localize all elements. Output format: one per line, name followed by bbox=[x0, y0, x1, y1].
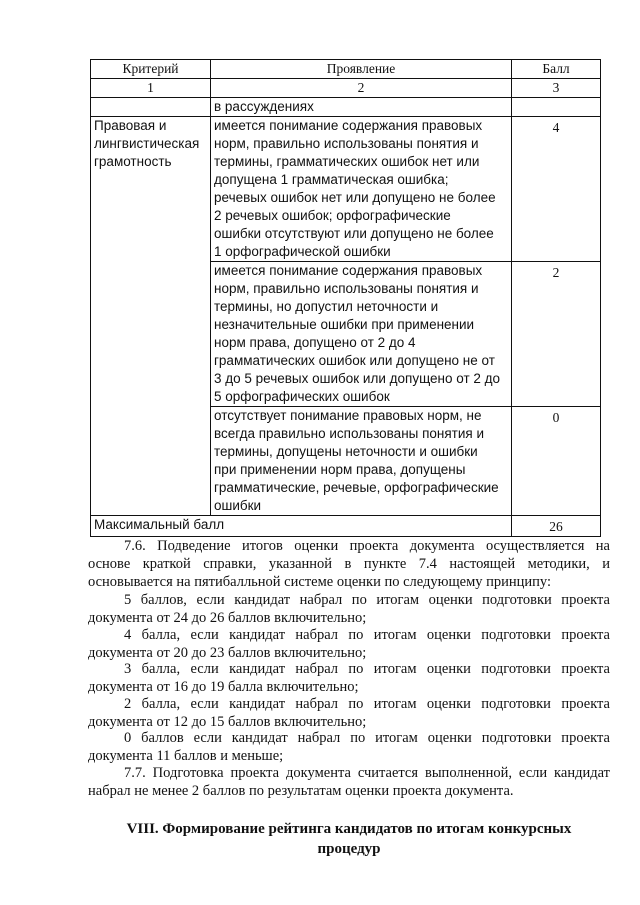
manifestation-line: 3 до 5 речевых ошибок или допущено от 2 до bbox=[214, 371, 501, 386]
text-line: 4 балла, если кандидат набрал по итогам оценки подготовки проекта bbox=[124, 627, 610, 643]
max-score-label: Максимальный балл bbox=[91, 516, 512, 537]
column-number-2: 2 bbox=[211, 79, 512, 98]
score-cell: 4 bbox=[512, 117, 601, 262]
text-line: документа от 12 до 15 баллов включительно; bbox=[88, 714, 367, 730]
header-manifestation: Проявление bbox=[211, 60, 512, 79]
paragraph-2-points bbox=[88, 695, 610, 731]
table-row-total bbox=[91, 516, 601, 537]
score-cell: 0 bbox=[512, 407, 601, 516]
manifestation-line: всегда правильно использованы понятия и bbox=[214, 426, 485, 441]
manifestation-line: норм, правильно использованы понятия и bbox=[214, 136, 479, 151]
text-line: набрал не менее 2 баллов по результатам оценки проекта документа. bbox=[88, 783, 514, 799]
manifestation-line: норм права, допущено от 2 до 4 bbox=[214, 335, 416, 350]
manifestation-cell bbox=[211, 262, 512, 407]
paragraph-7-7 bbox=[88, 764, 610, 800]
text-line: документа от 24 до 26 баллов включительно; bbox=[88, 610, 367, 626]
text-line: 7.6. Подведение итогов оценки проекта документа осуществляется на bbox=[124, 538, 610, 554]
manifestation-line: ошибки bbox=[214, 498, 262, 513]
text-line: документа 11 баллов и меньше; bbox=[88, 748, 284, 764]
heading-line: процедур bbox=[317, 841, 381, 857]
table-header-row bbox=[91, 60, 601, 79]
manifestation-cell bbox=[211, 407, 512, 516]
paragraph-5-points bbox=[88, 591, 610, 627]
heading-line: VIII. Формирование рейтинга кандидатов по итогам конкурсных bbox=[126, 821, 572, 837]
manifestation-line: 2 речевых ошибок; орфографические bbox=[214, 208, 451, 223]
text-line: 3 балла, если кандидат набрал по итогам оценки подготовки проекта bbox=[124, 661, 610, 677]
manifestation-line: термины, допущены неточности и ошибки bbox=[214, 444, 478, 459]
manifestation-line: при применении норм права, допущены bbox=[214, 462, 466, 477]
criteria-table bbox=[90, 59, 601, 537]
section-heading bbox=[88, 819, 610, 859]
paragraph-0-points bbox=[88, 729, 610, 765]
text-line: 0 баллов если кандидат набрал по итогам оценки подготовки проекта bbox=[124, 730, 610, 746]
table-row-continuation bbox=[91, 98, 601, 117]
header-score: Балл bbox=[512, 60, 601, 79]
criterion-line: грамотность bbox=[94, 154, 172, 169]
manifestation-line: грамматические, речевые, орфографические bbox=[214, 480, 499, 495]
text-line: основе краткой справки, указанной в пункте 7.4 настоящей методики, и bbox=[88, 556, 610, 572]
manifestation-line: термины, но допустил неточности и bbox=[214, 299, 439, 314]
manifestation-line: грамматических ошибок или допущено не от bbox=[214, 353, 495, 368]
manifestation-line: имеется понимание содержания правовых bbox=[214, 118, 483, 133]
text-line: документа от 16 до 19 балла включительно; bbox=[88, 679, 359, 695]
column-number-3: 3 bbox=[512, 79, 601, 98]
manifestation-cell bbox=[211, 117, 512, 262]
paragraph-7-6 bbox=[88, 537, 610, 591]
continuation-text: в рассуждениях bbox=[211, 98, 512, 117]
text-line: 2 балла, если кандидат набрал по итогам оценки подготовки проекта bbox=[124, 696, 610, 712]
manifestation-line: незначительные ошибки при применении bbox=[214, 317, 475, 332]
manifestation-line: ошибки отсутствуют или допущено не более bbox=[214, 226, 494, 241]
column-number-1: 1 bbox=[91, 79, 211, 98]
manifestation-line: 1 орфографической ошибки bbox=[214, 244, 391, 259]
text-line: документа от 20 до 23 баллов включительно; bbox=[88, 645, 367, 661]
criterion-line: Правовая и bbox=[94, 118, 167, 133]
text-line: 7.7. Подготовка проекта документа считается выполненной, если кандидат bbox=[124, 765, 610, 781]
manifestation-line: речевых ошибок нет или допущено не более bbox=[214, 190, 496, 205]
text-line: 5 баллов, если кандидат набрал по итогам оценки подготовки проекта bbox=[124, 592, 610, 608]
table-number-row bbox=[91, 79, 601, 98]
manifestation-line: 5 орфографических ошибок bbox=[214, 389, 390, 404]
criterion-cell bbox=[91, 117, 211, 516]
text-line: основывается на пятибалльной системе оценки по следующему принципу: bbox=[88, 574, 552, 590]
max-score-value: 26 bbox=[512, 516, 601, 537]
criterion-line: лингвистическая bbox=[94, 136, 200, 151]
manifestation-line: имеется понимание содержания правовых bbox=[214, 263, 483, 278]
paragraph-4-points bbox=[88, 626, 610, 662]
manifestation-line: норм, правильно использованы понятия и bbox=[214, 281, 479, 296]
manifestation-line: термины, грамматических ошибок нет или bbox=[214, 154, 480, 169]
manifestation-line: отсутствует понимание правовых норм, не bbox=[214, 408, 482, 423]
paragraph-3-points bbox=[88, 660, 610, 696]
table-row bbox=[91, 117, 601, 262]
score-cell: 2 bbox=[512, 262, 601, 407]
header-criterion: Критерий bbox=[91, 60, 211, 79]
manifestation-line: допущена 1 грамматическая ошибка; bbox=[214, 172, 449, 187]
